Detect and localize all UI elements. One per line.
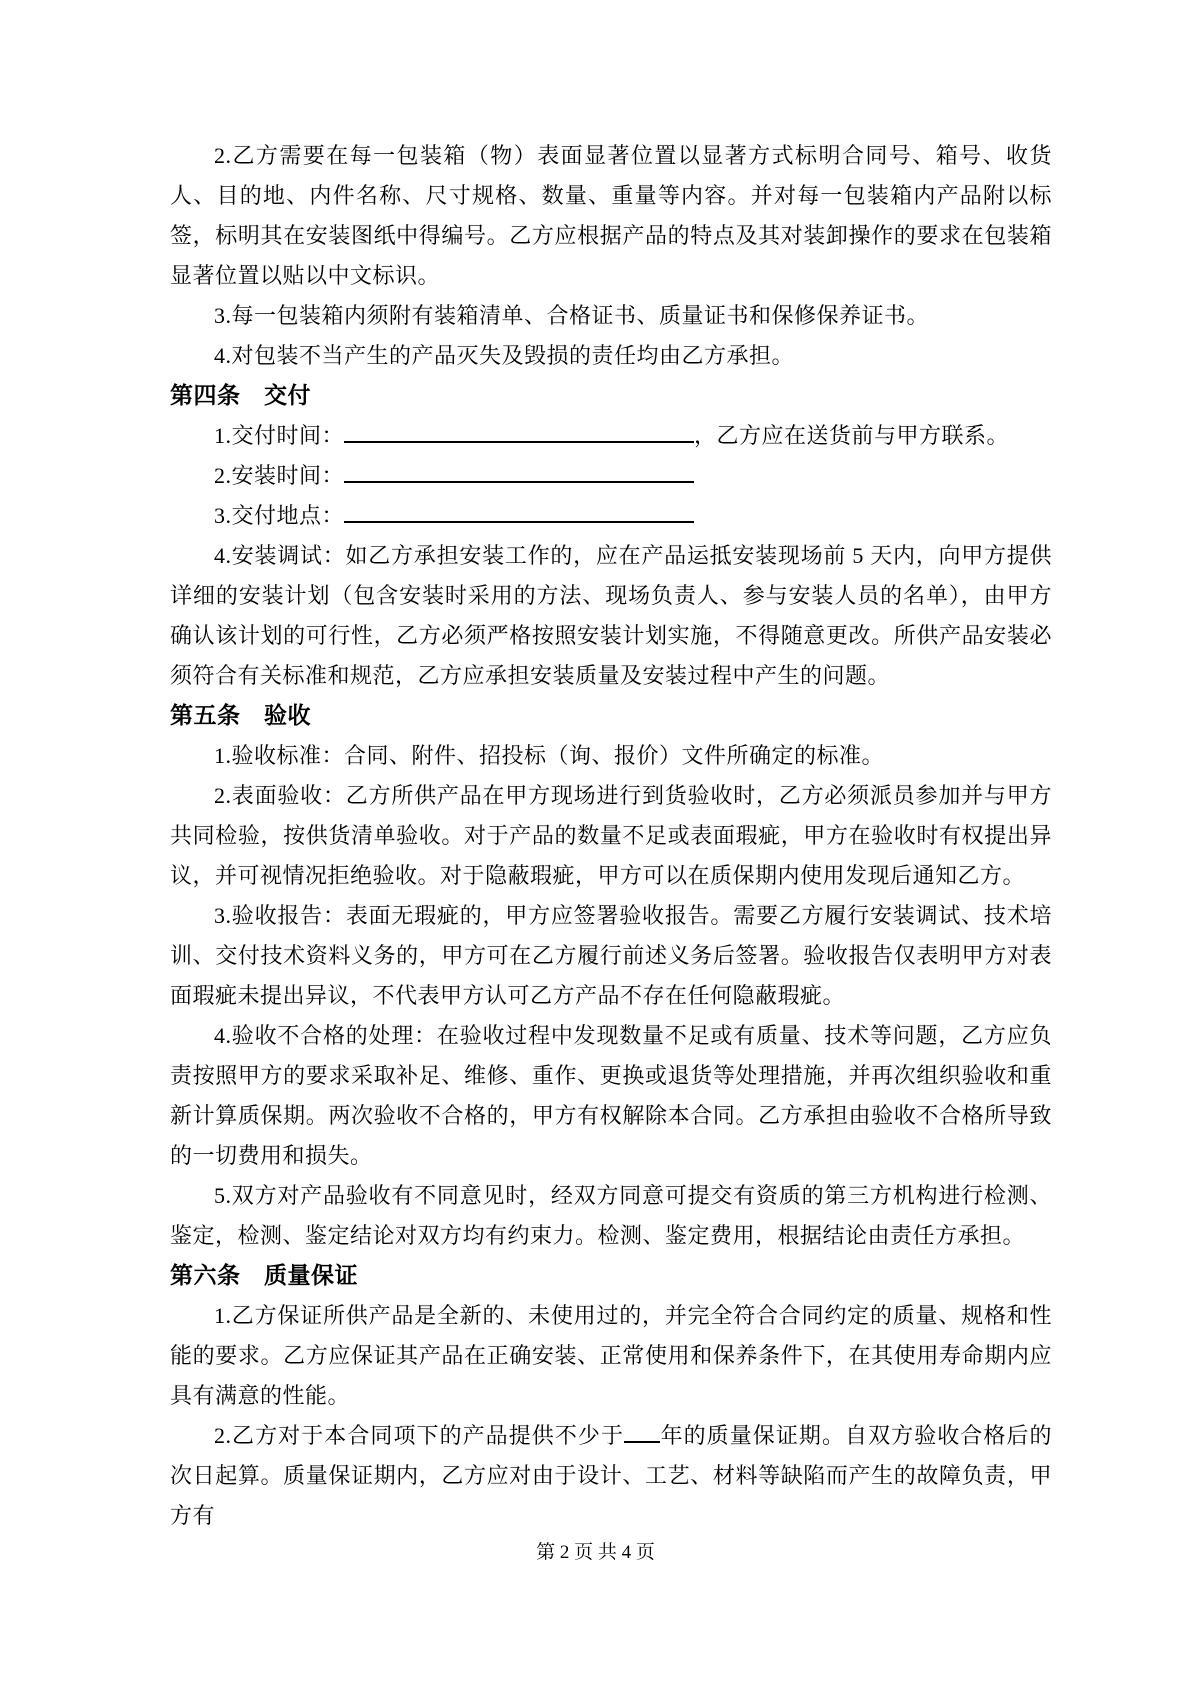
delivery-place-blank-line [344,499,694,523]
article-5-item-1: 1.验收标准：合同、附件、招投标（询、报价）文件所确定的标准。 [214,743,885,768]
delivery-time-label: 1.交付时间： [214,423,345,448]
article-5-item-2: 2.表面验收：乙方所供产品在甲方现场进行到货验收时，乙方必须派员参加并与甲方共同检验，按供货清单验收。对于产品的数量不足或表面瑕疵，甲方在验收时有权提出异议，并可视情况拒绝验收。对于隐蔽瑕疵，甲方可以在质保期内使用发现后通知乙方。 [170,783,1052,888]
warranty-years-post-text: 年的质量保证期。自双方验收合格后的次日起算。质量保证期内，乙方应对由于设计、工艺、材料等缺陷而产生的故障负责，甲方有 [170,1423,1052,1528]
install-time-blank-line [344,459,694,483]
article-5-item-3: 3.验收报告：表面无瑕疵的，甲方应签署验收报告。需要乙方履行安装调试、技术培训、交付技术资料义务的，甲方可在乙方履行前述义务后签署。验收报告仅表明甲方对表面瑕疵未提出异议，不代表甲方认可乙方产品不存在任何隐蔽瑕疵。 [170,903,1052,1008]
article-4-item-4: 4.安装调试：如乙方承担安装工作的，应在产品运抵安装现场前 5 天内，向甲方提供详细的安装计划（包含安装时采用的方法、现场负责人、参与安装人员的名单），由甲方确认该计划的可行性，乙方必须严格按照安装计划实施，不得随意更改。所供产品安装必须符合有关标准和规范，乙方应承担安装质量及安装过程中产生的问题。 [170,543,1052,688]
packing-item-3: 3.每一包装箱内须附有装箱清单、合格证书、质量证书和保修保养证书。 [214,303,930,328]
article-6-item-2 [170,1416,1052,1536]
install-time-label: 2.安装时间： [214,463,345,488]
delivery-place-label: 3.交付地点： [214,503,345,528]
article-5-item-4: 4.验收不合格的处理：在验收过程中发现数量不足或有质量、技术等问题，乙方应负责按照甲方的要求采取补足、维修、重作、更换或退货等处理措施，并再次组织验收和重新计算质保期。两次验收不合格的，甲方有权解除本合同。乙方承担由验收不合格所导致的一切费用和损失。 [170,1023,1052,1168]
article-6-item-1: 1.乙方保证所供产品是全新的、未使用过的，并完全符合合同约定的质量、规格和性能的要求。乙方应保证其产品在正确安装、正常使用和保养条件下，在其使用寿命期内应具有满意的性能。 [170,1303,1052,1408]
packing-item-4: 4.对包装不当产生的产品灭失及毁损的责任均由乙方承担。 [214,343,795,368]
article-5-item-5: 5.双方对产品验收有不同意见时，经双方同意可提交有资质的第三方机构进行检测、鉴定，检测、鉴定结论对双方均有约束力。检测、鉴定费用，根据结论由责任方承担。 [170,1183,1052,1248]
page-number-footer: 第 2 页 共 4 页 [536,1542,655,1563]
delivery-time-blank-line [344,419,694,443]
article-5-heading: 第五条 验收 [170,703,311,728]
packing-item-2: 2.乙方需要在每一包装箱（物）表面显著位置以显著方式标明合同号、箱号、收货人、目的地、内件名称、尺寸规格、数量、重量等内容。并对每一包装箱内产品附以标签，标明其在安装图纸中得编号。乙方应根据产品的特点及其对装卸操作的要求在包装箱显著位置以贴以中文标识。 [170,143,1052,288]
article-6-heading: 第六条 质量保证 [170,1263,358,1288]
contract-body [170,136,1052,1536]
delivery-time-note: ，乙方应在送货前与甲方联系。 [694,423,1010,448]
warranty-years-blank-line [624,1419,660,1443]
article-4-heading: 第四条 交付 [170,383,311,408]
delivery-time-line [170,416,1052,456]
delivery-place-line [170,496,1052,536]
warranty-years-pre-text: 2.乙方对于本合同项下的产品提供不少于 [214,1423,625,1448]
install-time-line [170,456,1052,496]
